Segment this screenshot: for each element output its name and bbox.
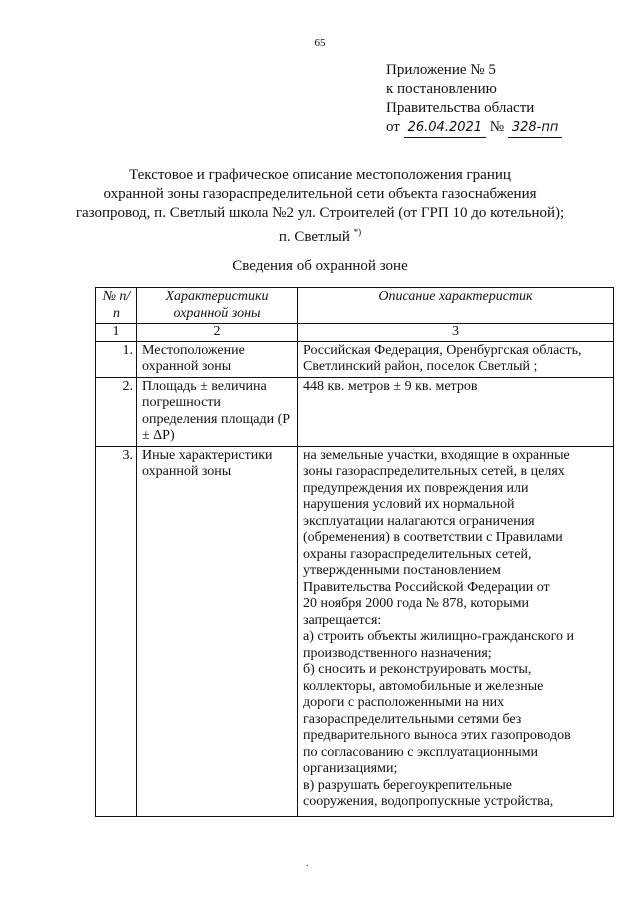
footer-mark: . <box>306 858 309 869</box>
handwritten-number: 328-пп <box>508 118 563 138</box>
appendix-block <box>386 61 562 138</box>
table-row <box>96 341 614 377</box>
header-cell-number: № п/п <box>96 288 137 324</box>
title-line <box>60 223 580 247</box>
zone-info-table <box>95 287 614 817</box>
description-line: в) разрушать берегоукрепительные <box>303 777 513 793</box>
description-line: коллекторы, автомобильные и железные <box>303 678 544 694</box>
description-line: организациями; <box>303 761 398 776</box>
column-numbers-row <box>96 324 614 342</box>
description-line: предварительного выноса этих газопроводов <box>303 728 571 743</box>
description-line: (обременения) в соответствии с Правилами <box>303 530 563 545</box>
description-line: сооружения, водопропускные устройства, <box>303 794 554 809</box>
description-line: на земельные участки, входящие в охранные <box>303 447 570 463</box>
row-name: Местоположение охранной зоны <box>137 341 298 377</box>
header-cell-characteristics: Характеристики охранной зоны <box>137 288 298 324</box>
title-line: Текстовое и графическое описание местоположения границ <box>129 167 511 183</box>
description-line: утвержденными постановлением <box>303 563 501 578</box>
appendix-line: к постановлению <box>386 81 497 97</box>
column-number-cell: 3 <box>298 324 614 342</box>
row-number: 1. <box>96 341 137 377</box>
description-line: производственного назначения; <box>303 645 492 661</box>
row-number: 3. <box>96 446 137 816</box>
description-line: по согласованию с эксплуатационными <box>303 744 538 760</box>
description-line: зоны газораспределительных сетей, в целях <box>303 464 565 479</box>
description-line: 20 ноября 2000 года № 878, которыми <box>303 596 530 611</box>
title-line: охранной зоны газораспределительной сети объекта газоснабжения <box>103 186 537 202</box>
description-line: дороги с расположенными на них <box>303 695 505 710</box>
appendix-no: № <box>489 119 505 135</box>
handwritten-date: 26.04.2021 <box>404 118 486 138</box>
table-header-row <box>96 288 614 324</box>
title-place: п. Светлый <box>278 229 350 245</box>
row-description: Российская Федерация, Оренбургская область, Светлинский район, поселок Светлый ; <box>298 341 614 377</box>
row-number: 2. <box>96 377 137 446</box>
description-line: охраны газораспределительных сетей, <box>303 546 532 562</box>
page-number: 65 <box>314 37 326 49</box>
row-description: 448 кв. метров ± 9 кв. метров <box>298 377 614 446</box>
description-line: а) строить объекты жилищно-гражданского и <box>303 629 574 644</box>
table-row <box>96 377 614 446</box>
row-name: Иные характеристики охранной зоны <box>137 446 298 816</box>
description-line: запрещается: <box>303 612 382 628</box>
column-number-cell: 2 <box>137 324 298 342</box>
description-line: предупреждения их повреждения или <box>303 480 529 496</box>
section-subtitle: Сведения об охранной зоне <box>232 258 408 274</box>
title-line: газопровод, п. Светлый школа №2 ул. Строителей (от ГРП 10 до котельной); <box>75 205 565 221</box>
appendix-line: Приложение № 5 <box>386 62 496 78</box>
row-description <box>298 446 614 816</box>
document-title <box>60 166 580 247</box>
description-line: б) сносить и реконструировать мосты, <box>303 662 532 677</box>
header-cell-description: Описание характеристик <box>298 288 614 324</box>
description-line: газораспределительными сетями без <box>303 711 522 727</box>
table-row <box>96 446 614 816</box>
description-line: нарушения условий их нормальной <box>303 497 515 512</box>
appendix-line: Правительства области <box>386 100 535 116</box>
footnote-mark: *) <box>353 227 362 237</box>
column-number-cell: 1 <box>96 324 137 342</box>
appendix-date-line <box>386 118 562 138</box>
description-line: эксплуатации налагаются ограничения <box>303 513 535 529</box>
description-line: Правительства Российской Федерации от <box>303 579 550 595</box>
row-name: Площадь ± величина погрешности определения площади (P ± ΔP) <box>137 377 298 446</box>
appendix-from: от <box>386 119 400 135</box>
